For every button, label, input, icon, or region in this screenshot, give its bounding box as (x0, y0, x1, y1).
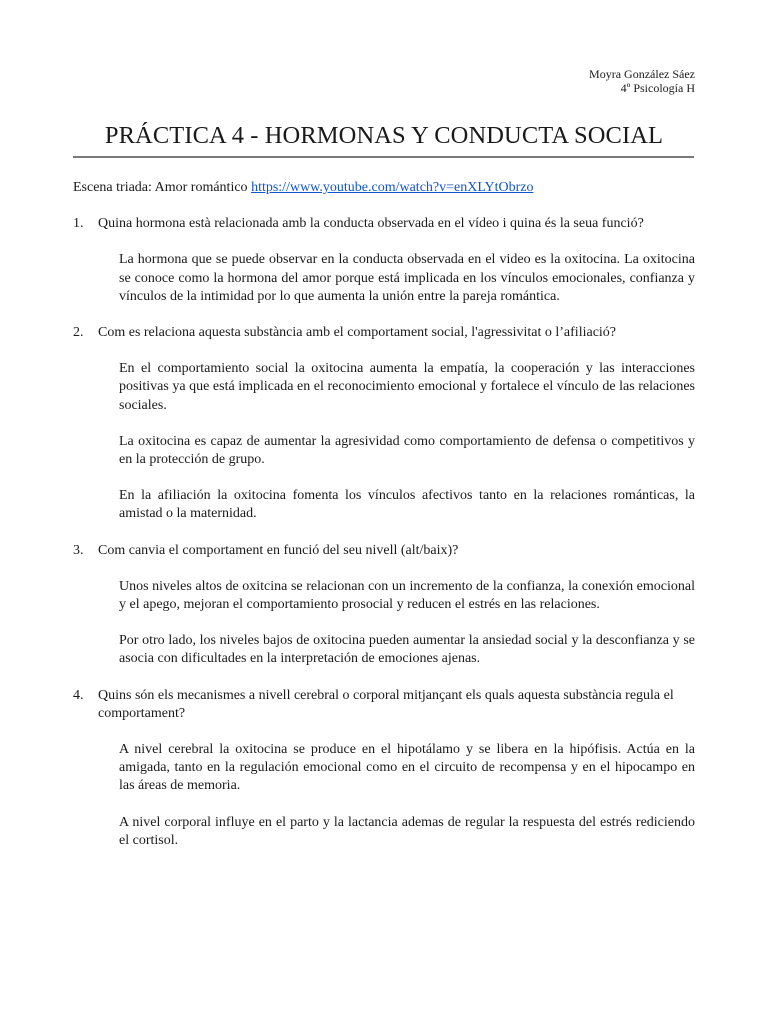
page-title: PRÁCTICA 4 - HORMONAS Y CONDUCTA SOCIAL (104, 122, 664, 149)
author-name: Moyra González Sáez (589, 67, 695, 81)
question-text: Quina hormona està relacionada amb la conducta observada en el vídeo i quina és la seua funció? (98, 216, 644, 232)
question-text: Com es relaciona aquesta substància amb el comportament social, l'agressivitat o l’afiliació? (98, 325, 617, 341)
question-2 (73, 324, 695, 342)
answer-paragraph: La hormona que se puede observar en la conducta observada en el video es la oxitocina. La oxitocina se conoce como la hormona del amor porque está implicada en los vínculos emocionales, confianza y vínculos de la intimidad por lo que aumenta la unión entre la pareja romántica. (119, 252, 695, 304)
answer-paragraph: En el comportamiento social la oxitocina aumenta la empatía, la cooperación y las interacciones positivas ya que está implicada en el reconocimiento emocional y fortalece el vínculo de las relaciones sociales. (119, 361, 695, 413)
answer-paragraph: A nivel corporal influye en el parto y la lactancia ademas de regular la respuesta del estrés rediciendo el cortisol. (119, 814, 695, 848)
document-body (73, 179, 695, 868)
scene-line (73, 179, 695, 197)
answer-paragraph: A nivel cerebral la oxitocina se produce en el hipotálamo y se libera en la hipófisis. Actúa en la amigada, tanto en la regulación emocional como en el circuito de recompensa y en el hipocampo en las áreas de memoria. (119, 742, 695, 794)
question-4 (73, 687, 695, 723)
question-number: 2. (73, 325, 84, 341)
question-number: 4. (73, 687, 84, 703)
author-block (589, 67, 695, 95)
question-text: Com canvia el comportament en funció del seu nivell (alt/baix)? (98, 542, 459, 558)
scene-video-link[interactable]: https://www.youtube.com/watch?v=enXLYtObrzo (251, 180, 534, 195)
answer-paragraph: Por otro lado, los niveles bajos de oxitocina pueden aumentar la ansiedad social y la desconfianza y se asocia con dificultades en la interpretación de emociones ajenas. (119, 633, 695, 667)
question-number: 1. (73, 216, 84, 232)
course-name: 4º Psicología H (620, 81, 695, 95)
answer-paragraph: Unos niveles altos de oxitcina se relacionan con un incremento de la confianza, la conexión emocional y el apego, mejoran el comportamiento prosocial y reducen el estrés en las relaciones. (119, 578, 695, 613)
question-1 (73, 215, 695, 233)
answer-paragraph: En la afiliación la oxitocina fomenta los vínculos afectivos tanto en la relaciones románticas, la amistad o la maternidad. (119, 488, 695, 522)
question-3 (73, 542, 695, 560)
scene-label: Escena triada: Amor romántico (73, 180, 248, 195)
answer-paragraph: La oxitocina es capaz de aumentar la agresividad como comportamiento de defensa o competitivos y en la protección de grupo. (119, 433, 695, 468)
title-divider (73, 156, 694, 158)
question-number: 3. (73, 542, 84, 558)
question-text: Quins són els mecanismes a nivell cerebral o corporal mitjançant els quals aquesta substància regula el comportament? (98, 687, 674, 721)
